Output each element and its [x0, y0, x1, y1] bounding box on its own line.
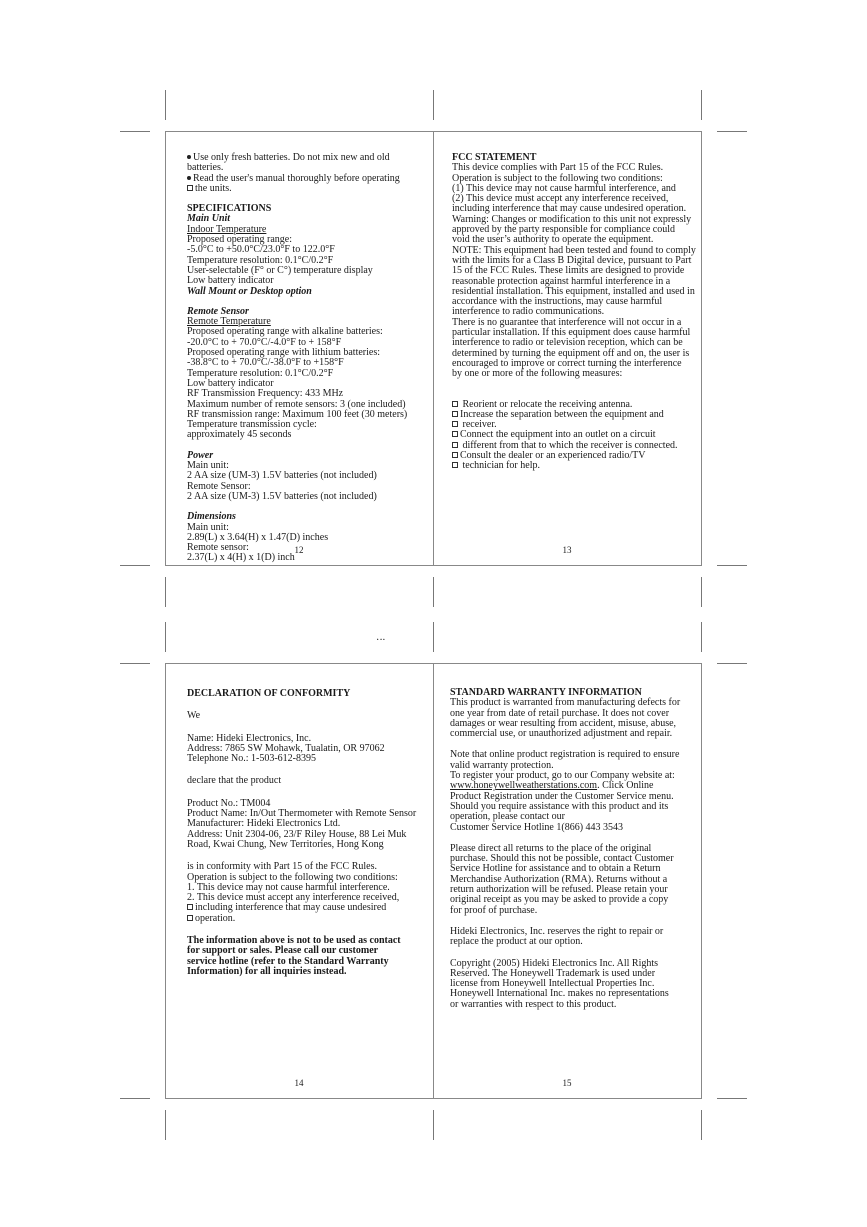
spec-line: 2 AA size (UM-3) 1.5V batteries (not included): [187, 470, 377, 482]
warranty-line: original receipt as you may be asked to provide a copy: [450, 894, 669, 906]
fcc-line: accordance with the instructions, may cause harmful: [452, 296, 663, 308]
crop-mark: [165, 90, 166, 120]
copyright-line: license from Honeywell Intellectual Properties Inc.: [450, 978, 655, 990]
declare-line: declare that the product: [187, 775, 282, 787]
notice-line: Information) for all inquiries instead.: [187, 965, 347, 977]
warranty-line: valid warranty protection.: [450, 759, 554, 771]
warranty-line: Please direct all returns to the place of the original: [450, 842, 652, 854]
conformity-line: including interference that may cause undesired: [187, 903, 427, 913]
crop-mark: [701, 577, 702, 607]
product-line: Product Name: In/Out Thermometer with Remote Sensor: [187, 808, 417, 820]
wall-mount-line: Wall Mount or Desktop option: [187, 285, 312, 297]
notice-line: service hotline (refer to the Standard Warranty: [187, 955, 389, 967]
crop-mark: [717, 565, 747, 566]
conformity-line: operation.: [187, 914, 427, 924]
bullet-icon: [187, 176, 191, 180]
product-line: Product No.: TM004: [187, 797, 271, 809]
measure-item: receiver.: [452, 420, 697, 430]
spec-line: RF transmission range: Maximum 100 feet (30 meters): [187, 408, 408, 420]
notice-line: for support or sales. Please call our customer: [187, 945, 379, 957]
spec-line: Proposed operating range:: [187, 234, 292, 246]
crop-mark: [433, 577, 434, 607]
conformity-line: Operation is subject to the following two conditions:: [187, 871, 398, 883]
crop-mark: [717, 1098, 747, 1099]
crop-mark: [165, 1110, 166, 1140]
product-line: Manufacturer: Hideki Electronics Ltd.: [187, 818, 341, 830]
crop-mark: [717, 131, 747, 132]
warranty-line: Hideki Electronics, Inc. reserves the right to repair or: [450, 925, 664, 937]
spec-line: 2.37(L) x 4(H) x 1(D) inch: [187, 552, 295, 564]
copyright-line: Reserved. The Honeywell Trademark is used under: [450, 967, 656, 979]
declaration-heading: DECLARATION OF CONFORMITY: [187, 688, 351, 699]
checkbox-icon: [187, 904, 193, 910]
warranty-line: To register your product, go to our Company website at:: [450, 770, 675, 782]
we-line: We: [187, 710, 201, 722]
fcc-line: There is no guarantee that interference will not occur in a: [452, 316, 682, 328]
page-15-content: [450, 688, 698, 1010]
warranty-line: for proof of purchase.: [450, 904, 538, 916]
fcc-line: particular installation. If this equipment does cause harmful: [452, 327, 691, 339]
fcc-line: approved by the party responsible for compliance could: [452, 224, 675, 236]
spec-line: Proposed operating range with lithium batteries:: [187, 347, 381, 359]
fcc-line: This device complies with Part 15 of the FCC Rules.: [452, 162, 664, 174]
conformity-line: 2. This device must accept any interference received,: [187, 892, 400, 904]
checkbox-icon: [452, 452, 458, 458]
warranty-line: Customer Service Hotline 1(866) 443 3543: [450, 821, 624, 833]
warranty-line: replace the product at our option.: [450, 936, 583, 948]
spec-line: -38.8°C to + 70.0°C/-38.0°F to +158°F: [187, 357, 344, 369]
power-heading: Power: [187, 449, 214, 461]
company-line: Address: 7865 SW Mohawk, Tualatin, OR 97062: [187, 742, 385, 754]
checkbox-icon: [452, 442, 458, 448]
warranty-line: Service Hotline for assistance and to obtain a Return: [450, 863, 661, 875]
spec-line: 2.89(L) x 3.64(H) x 1.47(D) inches: [187, 531, 329, 543]
fcc-line: interference to radio or television reception, which can be: [452, 337, 683, 349]
page-13-content: [452, 153, 697, 472]
measure-item: different from that to which the receiver is connected.: [452, 441, 697, 451]
warranty-line: one year from date of retail purchase. It does not cover: [450, 707, 670, 719]
crop-mark: [433, 622, 434, 652]
fcc-heading: FCC STATEMENT: [452, 152, 537, 163]
fcc-line: by one or more of the following measures:: [452, 368, 623, 380]
dimensions-heading: Dimensions: [187, 511, 236, 523]
warranty-line: purchase. Should this not be possible, contact Customer: [450, 853, 674, 865]
spec-line: Remote sensor:: [187, 542, 249, 554]
notice-line: The information above is not to be used as contact: [187, 935, 401, 947]
crop-mark: [165, 577, 166, 607]
warranty-line: Note that online product registration is required to ensure: [450, 749, 680, 761]
checkbox-icon: [452, 401, 458, 407]
crop-mark: [701, 1110, 702, 1140]
warranty-heading: STANDARD WARRANTY INFORMATION: [450, 687, 642, 698]
manual-bullet: Read the user's manual thoroughly before operating: [187, 174, 427, 184]
indoor-temperature-heading: Indoor Temperature: [187, 223, 267, 235]
fcc-line: interference to radio communications.: [452, 306, 605, 318]
copyright-line: Copyright (2005) Hideki Electronics Inc. All Rights: [450, 957, 659, 969]
specifications-heading: SPECIFICATIONS: [187, 203, 272, 215]
warranty-line: commercial use, or unauthorized adjustment and repair.: [450, 728, 673, 740]
checkbox-icon: [187, 185, 193, 191]
measure-item: Consult the dealer or an experienced radio/TV: [452, 451, 697, 461]
measure-item: Increase the separation between the equipment and: [452, 410, 697, 420]
spec-line: Temperature transmission cycle:: [187, 419, 317, 431]
remote-temperature-heading: Remote Temperature: [187, 316, 271, 328]
warranty-line: operation, please contact our: [450, 811, 565, 823]
measure-item: technician for help.: [452, 461, 697, 471]
crop-mark: [433, 90, 434, 120]
battery-bullet: Use only fresh batteries. Do not mix new and old batteries.: [187, 152, 390, 174]
main-unit-heading: Main Unit: [187, 213, 231, 225]
fcc-line: encouraged to improve or correct turning the interference: [452, 357, 682, 369]
checkbox-icon: [187, 915, 193, 921]
copyright-line: Honeywell International Inc. makes no representations: [450, 988, 669, 1000]
fcc-line: NOTE: This equipment had been tested and found to comply: [452, 244, 696, 256]
fcc-line: reasonable protection against harmful interference in a: [452, 275, 671, 287]
product-line: Address: Unit 2304-06, 23/F Riley House, 88 Lei Muk: [187, 828, 407, 840]
product-line: Road, Kwai Chung, New Territories, Hong Kong: [187, 838, 384, 850]
page-number-15: 15: [562, 1078, 572, 1088]
fcc-line: 15 of the FCC Rules. These limits are designed to provide: [452, 265, 685, 277]
checkbox-icon: [452, 462, 458, 468]
spec-line: approximately 45 seconds: [187, 429, 292, 441]
page-12-content: [187, 153, 427, 564]
checkbox-icon: [452, 421, 458, 427]
spec-line: Low battery indicator: [187, 275, 274, 287]
smudge-mark: ․․.: [376, 632, 386, 643]
fcc-line: (2) This device must accept any interference received,: [452, 193, 669, 205]
website-line: www.honeywellweatherstations.com. Click Online: [450, 780, 654, 792]
fcc-line: with the limits for a Class B Digital device, pursuant to Part: [452, 254, 692, 266]
conformity-line: 1. This device may not cause harmful interference.: [187, 881, 390, 893]
crop-mark: [717, 663, 747, 664]
spec-line: User-selectable (F° or C°) temperature display: [187, 264, 373, 276]
crop-mark: [433, 1110, 434, 1140]
crop-mark: [701, 90, 702, 120]
spec-line: Temperature resolution: 0.1°C/0.2°F: [187, 367, 334, 379]
warranty-line: Product Registration under the Customer Service menu.: [450, 790, 674, 802]
fcc-line: Operation is subject to the following two conditions:: [452, 172, 663, 184]
page-number-13: 13: [562, 545, 572, 555]
warranty-line: return authorization will be refused. Please retain your: [450, 884, 668, 896]
spec-line: Low battery indicator: [187, 377, 274, 389]
fcc-line: including interference that may cause undesired operation.: [452, 203, 687, 215]
spec-line: 2 AA size (UM-3) 1.5V batteries (not included): [187, 490, 377, 502]
warranty-line: damages or wear resulting from accident, misuse, abuse,: [450, 717, 677, 729]
spec-line: RF Transmission Frequency: 433 MHz: [187, 388, 344, 400]
spec-line: -20.0°C to + 70.0°C/-4.0°F to + 158°F: [187, 336, 342, 348]
fcc-line: determined by turning the equipment off and on, the user is: [452, 347, 690, 359]
fcc-line: (1) This device may not cause harmful interference, and: [452, 182, 676, 194]
crop-mark: [165, 622, 166, 652]
spec-line: Maximum number of remote sensors: 3 (one included): [187, 398, 406, 410]
measure-item: Connect the equipment into an outlet on a circuit: [452, 430, 697, 440]
crop-mark: [120, 131, 150, 132]
spec-line: Main unit:: [187, 521, 229, 533]
checkbox-icon: [452, 431, 458, 437]
spec-line: Remote Sensor:: [187, 480, 251, 492]
fcc-line: void the user’s authority to operate the equipment.: [452, 234, 654, 246]
crop-mark: [701, 622, 702, 652]
crop-mark: [120, 1098, 150, 1099]
crop-mark: [120, 663, 150, 664]
company-line: Telephone No.: 1-503-612-8395: [187, 753, 316, 765]
spec-line: Proposed operating range with alkaline batteries:: [187, 326, 383, 338]
bullet-icon: [187, 155, 191, 159]
fcc-line: residential installation. This equipment, installed and used in: [452, 285, 695, 297]
website-link[interactable]: www.honeywellweatherstations.com: [450, 780, 598, 792]
measure-item: Reorient or relocate the receiving antenna.: [452, 400, 697, 410]
page-number-14: 14: [294, 1078, 304, 1088]
warranty-line: Should you require assistance with this product and its: [450, 800, 669, 812]
warranty-line: This product is warranted from manufacturing defects for: [450, 697, 681, 709]
copyright-line: or warranties with respect to this product.: [450, 998, 617, 1010]
page-14-content: [187, 689, 427, 977]
warranty-line: Merchandise Authorization (RMA). Returns without a: [450, 873, 668, 885]
crop-mark: [120, 565, 150, 566]
page-number-12: 12: [294, 545, 304, 555]
remote-sensor-heading: Remote Sensor: [187, 305, 249, 317]
spec-line: -5.0°C to +50.0°C/23.0°F to 122.0°F: [187, 244, 335, 256]
spec-line: Main unit:: [187, 460, 229, 472]
fcc-line: Warning: Changes or modification to this unit not expressly: [452, 213, 692, 225]
checkbox-icon: [452, 411, 458, 417]
spec-line: Temperature resolution: 0.1°C/0.2°F: [187, 254, 334, 266]
conformity-line: is in conformity with Part 15 of the FCC Rules.: [187, 861, 377, 873]
manual-bullet-cont: the units.: [187, 184, 427, 194]
company-line: Name: Hideki Electronics, Inc.: [187, 732, 312, 744]
